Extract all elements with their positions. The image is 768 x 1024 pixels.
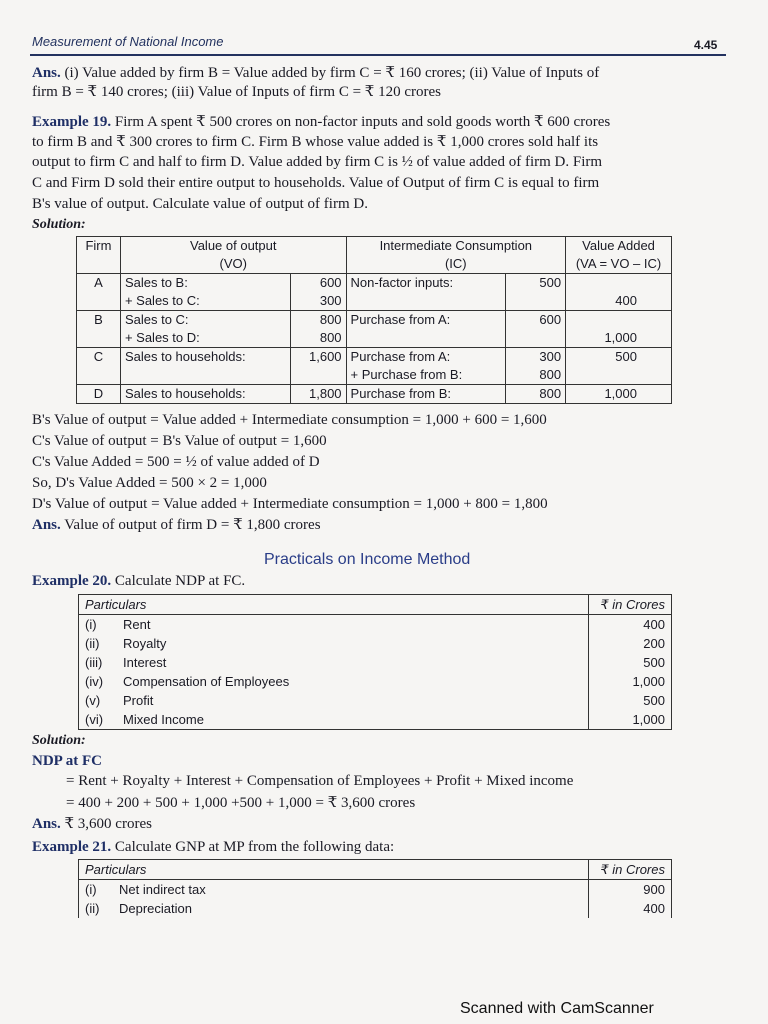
formula-line: = 400 + 200 + 500 + 1,000 +500 + 1,000 = ₹ 3,600 crores [66,795,416,811]
working-line: C's Value Added = 500 = ½ of value added of D [32,454,320,470]
table-row: B Sales to C: + Sales to D: 800 800 Purchase from A: 600 1,000 [77,311,672,348]
prev-answer-line2: firm B = ₹ 140 crores; (iii) Value of Inputs of firm C = ₹ 120 crores [32,84,441,100]
table-row: A Sales to B: + Sales to C: 600 300 Non-factor inputs: 500 400 [77,274,672,311]
formula-title: NDP at FC [32,753,102,769]
example-19-line5: B's value of output. Calculate value of output of firm D. [32,196,368,212]
table-row: (vi) Mixed Income 1,000 [79,710,672,730]
table-header-row: Particulars ₹ in Crores [79,595,672,615]
table-header-row [77,237,672,274]
ndp-data-table [78,594,672,730]
gnp-data-table [78,859,672,918]
camscanner-watermark: Scanned with CamScanner [460,1000,654,1017]
working-line: C's Value of output = B's Value of output = 1,600 [32,433,327,449]
table-row: (iv) Compensation of Employees 1,000 [79,672,672,691]
example-label: Example 20. [32,573,112,589]
example-19-line2: to firm B and ₹ 300 crores to firm C. Firm B whose value added is ₹ 1,000 crores sold half its [32,134,599,150]
table-row: (i) Rent 400 [79,615,672,635]
example-label: Example 19. [32,114,112,130]
col-intermediate-consumption: Intermediate Consumption (IC) [346,237,566,274]
answer-label: Ans. [32,65,61,81]
table-header-row: Particulars ₹ in Crores [79,860,672,880]
example-19-line1: Example 19. Firm A spent ₹ 500 crores on non-factor inputs and sold goods worth ₹ 600 crores [32,114,611,130]
table-row: (v) Profit 500 [79,691,672,710]
formula-line: = Rent + Royalty + Interest + Compensation of Employees + Profit + Mixed income [66,773,574,789]
example-19-line3: output to firm C and half to firm D. Value added by firm C is ½ of value added of firm D. Firm [32,154,603,170]
value-added-table [76,236,672,404]
table-row: (ii) Royalty 200 [79,634,672,653]
table-row: (iii) Interest 500 [79,653,672,672]
prev-answer-line1: Ans. (i) Value added by firm B = Value added by firm C = ₹ 160 crores; (ii) Value of Inputs of [32,65,600,81]
header-rule [30,54,726,56]
section-title: Practicals on Income Method [264,551,471,568]
example-label: Example 21. [32,839,112,855]
page-number: 4.45 [694,38,718,52]
table-row: (i) Net indirect tax 900 [79,880,672,900]
example-20-question: Example 20. Calculate NDP at FC. [32,573,246,589]
example-21-question: Example 21. Calculate GNP at MP from the following data: [32,839,395,855]
col-value-added: Value Added (VA = VO – IC) [566,237,672,274]
working-line: D's Value of output = Value added + Intermediate consumption = 1,000 + 800 = 1,800 [32,496,548,512]
working-line: B's Value of output = Value added + Intermediate consumption = 1,000 + 600 = 1,600 [32,412,547,428]
chapter-title: Measurement of National Income [32,34,224,49]
col-value-of-output: Value of output (VO) [120,237,346,274]
example-19-answer: Ans. Value of output of firm D = ₹ 1,800 crores [32,517,321,533]
table-row: D Sales to households: 1,800 Purchase from B: 800 1,000 [77,385,672,404]
col-firm: Firm [77,237,121,274]
working-line: So, D's Value Added = 500 × 2 = 1,000 [32,475,267,491]
solution-label: Solution: [32,217,86,232]
table-row: C Sales to households: 1,600 Purchase from A: + Purchase from B: 300 800 500 [77,348,672,385]
example-20-answer: Ans. ₹ 3,600 crores [32,816,152,832]
solution-label: Solution: [32,733,86,748]
table-row: (ii) Depreciation 400 [79,899,672,918]
example-19-line4: C and Firm D sold their entire output to households. Value of Output of firm C is equal to firm [32,175,600,191]
